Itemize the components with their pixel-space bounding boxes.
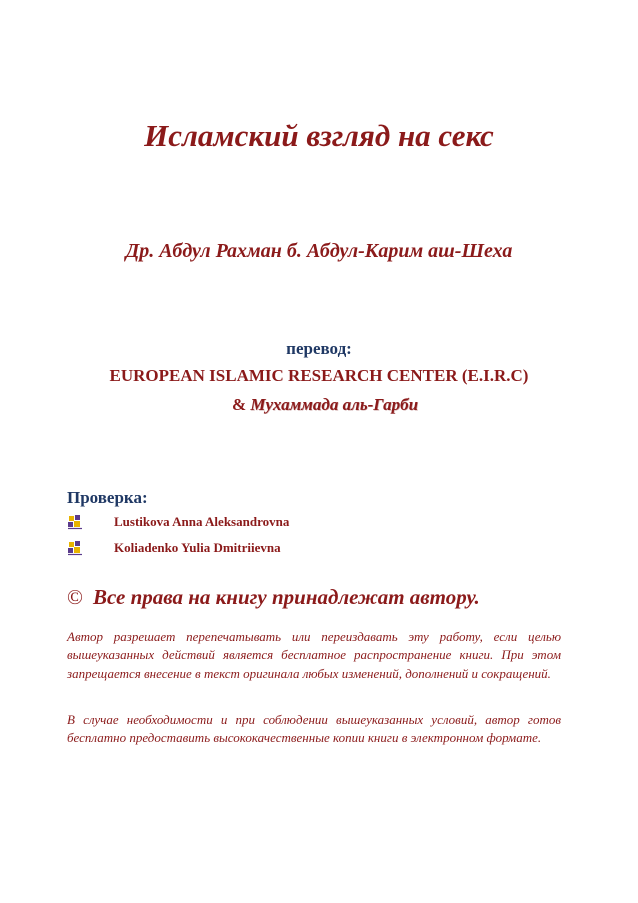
review-label: Проверка:: [67, 488, 148, 507]
book-title: Исламский взгляд на секс: [144, 118, 494, 153]
copies-paragraph: В случае необходимости и при соблюдении вышеуказанных условий, автор готов бесплатно предоставить высококачественные копии книги в электронном формате.: [67, 712, 561, 746]
translation-label: перевод:: [286, 339, 352, 358]
reviewer-item: [67, 538, 281, 558]
co-translator-prefix: &: [232, 395, 247, 414]
copyright-period: .: [474, 585, 480, 609]
translator-organization: EUROPEAN ISLAMIC RESEARCH CENTER (E.I.R.C): [109, 366, 529, 385]
reviewer-item: [67, 512, 289, 532]
book-author: Др. Абдул Рахман б. Абдул-Карим аш-Шеха: [125, 240, 513, 262]
copyright-text: Все права на книгу принадлежат автору: [92, 585, 475, 609]
bullet-icon: [67, 540, 83, 556]
co-translator: [232, 395, 418, 415]
reviewer-name: Koliadenko Yulia Dmitriievna: [114, 540, 281, 555]
bullet-icon: [67, 514, 83, 530]
license-paragraph: Автор разрешает перепечатывать или переиздавать эту работу, если целью вышеуказанных действий является бесплатное распространение книги. При этом запрещается внесение в текст оригинала любых изменений, дополнений и сокращений.: [67, 629, 561, 681]
copyright-symbol: ©: [67, 585, 83, 609]
reviewer-name: Lustikova Anna Aleksandrovna: [114, 514, 290, 529]
copyright-notice: [67, 585, 480, 610]
co-translator-name: Мухаммада аль-Гарби: [250, 395, 419, 414]
